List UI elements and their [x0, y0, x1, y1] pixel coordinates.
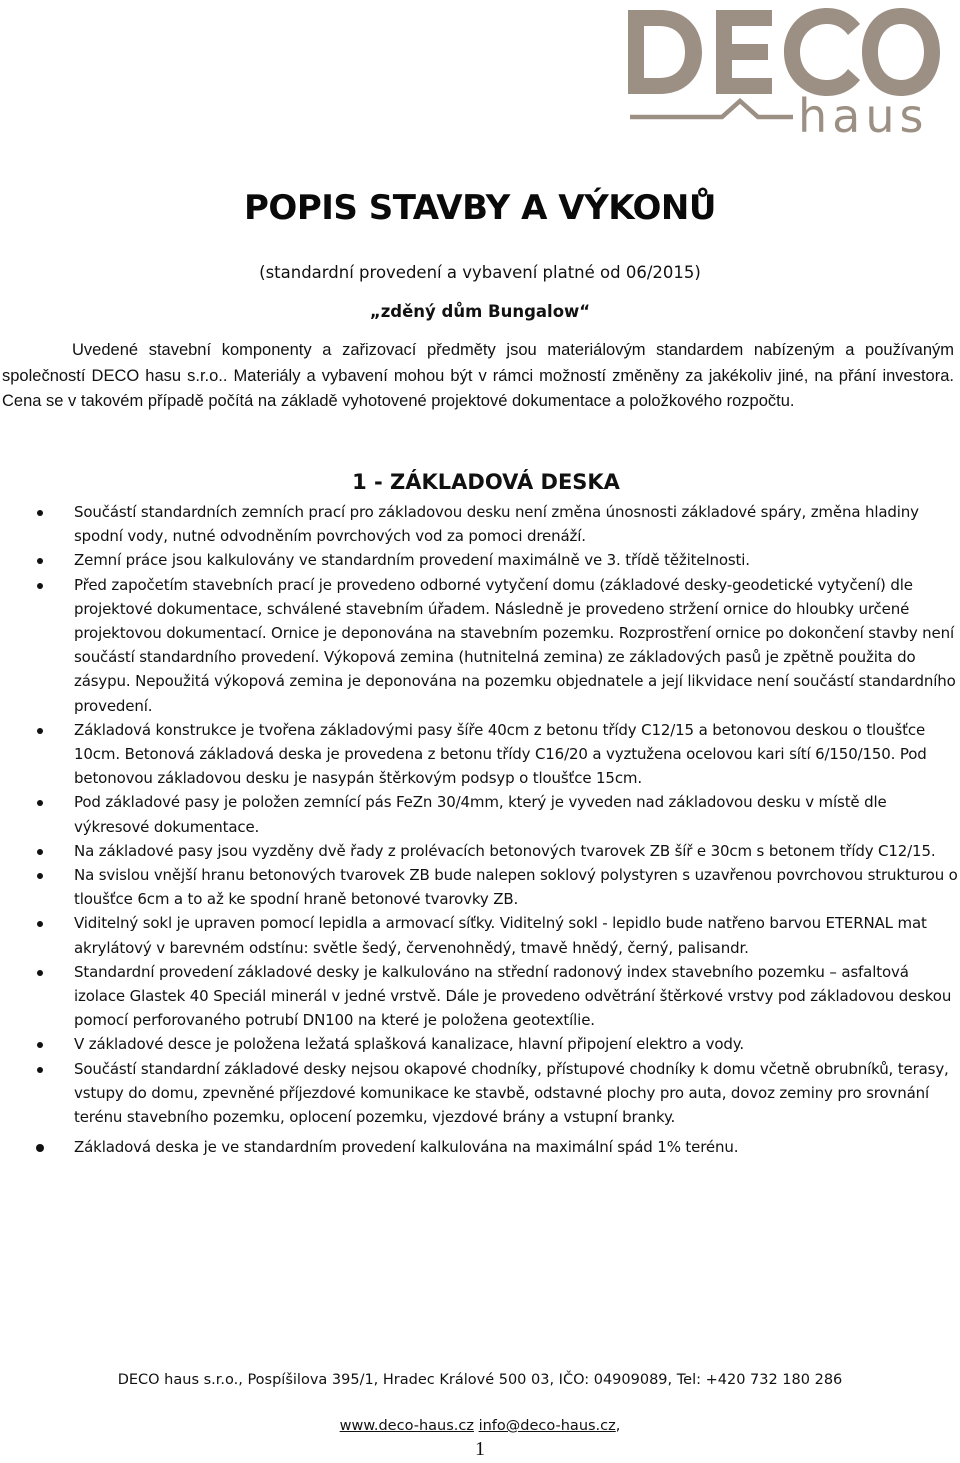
list-item-text: Pod základové pasy je položen zemnící pás FeZn 30/4mm, který je vyveden nad základovou desku v místě dle výkresové dokumentace. — [74, 793, 887, 836]
list-item-text: Na svislou vnější hranu betonových tvarovek ZB bude nalepen soklový polystyren s uzavřenou povrchovou strukturou o tloušťce 6cm a to až ke spodní hraně betonové tvarovky ZB. — [74, 866, 958, 909]
logo-haus-text: haus — [798, 89, 929, 140]
list-item — [0, 718, 958, 791]
intro-text: Uvedené stavební komponenty a zařizovací předměty jsou materiálovým standardem nabízeným a používaným společností DECO hasu s.r.o.. Materiály a vybavení mohou být v rámci možností změněny za jakékoliv jiné, na přání investora. Cena se v takovém případě počítá na základě vyhotovené projektové dokumentace a položkového rozpočtu. — [2, 341, 954, 410]
list-item-text: V základové desce je položena ležatá splašková kanalizace, hlavní připojení elektro a vody. — [74, 1035, 744, 1054]
footer-links — [0, 1418, 960, 1434]
intro-paragraph — [2, 338, 954, 415]
list-item-text: Viditelný sokl je upraven pomocí lepidla a armovací síťky. Viditelný sokl - lepidlo bude natřeno barvou ETERNAL mat akrylátový v barevném odstínu: světle šedý, červenohnědý, tmavě hnědý, černý, palisandr. — [74, 914, 927, 957]
bullet-icon — [37, 800, 43, 806]
list-item — [0, 1057, 958, 1130]
bullet-icon — [37, 1067, 43, 1073]
website-link[interactable]: www.deco-haus.cz — [339, 1418, 474, 1434]
footer-separator: , — [615, 1418, 621, 1434]
list-item — [0, 500, 958, 548]
list-item — [0, 548, 958, 572]
bullet-icon — [37, 970, 43, 976]
bullet-icon — [37, 583, 43, 589]
bullet-icon — [37, 558, 43, 564]
deco-haus-logo — [622, 0, 942, 140]
list-item — [0, 790, 958, 838]
email-link[interactable]: info@deco-haus.cz — [478, 1418, 616, 1434]
bullet-icon — [37, 849, 43, 855]
footer-address: DECO haus s.r.o., Pospíšilova 395/1, Hradec Králové 500 03, IČO: 04909089, Tel: +420 732 180 286 — [117, 1372, 843, 1388]
list-item-text: Součástí standardních zemních prací pro základovou desku není změna únosnosti základové spáry, změna hladiny spodní vody, nutné odvodněním povrchových vod za pomoci drenáží. — [74, 503, 919, 546]
list-item-text: Zemní práce jsou kalkulovány ve standardním provedení maximálně ve 3. třídě těžitelnosti. — [74, 551, 750, 570]
list-item — [0, 1032, 958, 1056]
document-subtitle: (standardní provedení a vybavení platné od 06/2015) — [259, 263, 701, 282]
list-item — [0, 960, 958, 1033]
house-type: „zděný dům Bungalow“ — [369, 302, 591, 321]
bullet-icon — [37, 1042, 43, 1048]
bullet-icon — [37, 510, 43, 516]
list-item-text: Základová konstrukce je tvořena základovými pasy šíře 40cm z betonu třídy C12/15 a betonovou deskou o tloušťce 10cm. Betonová základová deska je provedena z betonu třídy C16/20 a vyztužena ocelovou kari sítí 6/150/150. Pod betonovou základovou desku je nasypán štěrkovým podsyp o tloušťce 15cm. — [74, 720, 927, 788]
list-item — [0, 911, 958, 959]
list-item-text: Součástí standardní základové desky nejsou okapové chodníky, přístupové chodníky k domu včetně obrubníků, terasy, vstupy do domu, zpevněné příjezdové komunikace ke stavbě, odstavné plochy pro auta, dovoz zeminy pro srovnání terénu stavebního pozemku, oplocení pozemku, vjezdové brány a vstupní branky. — [74, 1059, 949, 1127]
document-title: POPIS STAVBY A VÝKONŮ — [244, 188, 716, 228]
list-item-text: Před započetím stavebních prací je provedeno odborné vytyčení domu (základové desky-geodetické vytyčení) dle projektové dokumentace, schválené stavebním úřadem. Následně je provedeno stržení ornice do hloubky určené projektovou dokumentací. Ornice je deponována na stavebním pozemku. Rozprostření ornice po dokončení stavby není součástí standardního provedení. Výkopová zemina (hutnitelná zemina) ze základových pasů je zpětně použita do zásypu. Nepoužitá výkopová zemina je deponována na pozemku objednatele a její likvidace není součástí standardního provedení. — [74, 575, 956, 715]
list-item-text: Základová deska je ve standardním provedení kalkulována na maximální spád 1% terénu. — [74, 1138, 739, 1157]
section-item-list — [0, 500, 960, 1159]
bullet-icon — [37, 873, 43, 879]
section-heading: 1 - ZÁKLADOVÁ DESKA — [352, 470, 620, 494]
bullet-icon — [37, 728, 43, 734]
list-item-text: Na základové pasy jsou vyzděny dvě řady z prolévacích betonových tvarovek ZB šíř e 30cm s betonem třídy C12/15. — [74, 841, 936, 860]
list-item — [0, 863, 958, 911]
bullet-icon — [37, 921, 43, 927]
page-number: 1 — [475, 1438, 485, 1460]
list-item — [0, 839, 958, 863]
bullet-icon — [36, 1144, 44, 1152]
list-item — [0, 573, 958, 718]
list-item — [0, 1135, 958, 1159]
list-item-text: Standardní provedení základové desky je kalkulováno na střední radonový index stavebního pozemku – asfaltová izolace Glastek 40 Speciál minerál v jedné vrstvě. Dále je provedeno odvětrání štěrkové vrstvy pod základovou deskou pomocí perforovaného potrubí DN100 na které je položena geotextílie. — [74, 962, 952, 1030]
